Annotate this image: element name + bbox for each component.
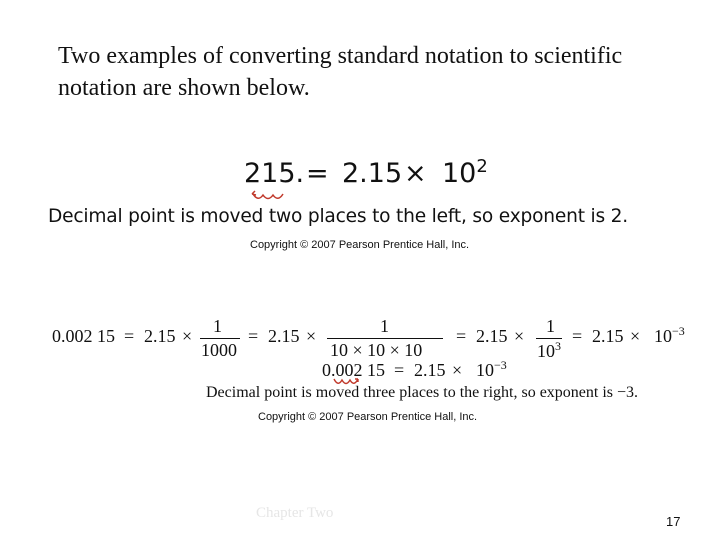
example2-base: 10 (654, 326, 672, 346)
example1-equals: = (306, 158, 329, 189)
example2-equals-1: = (124, 326, 135, 346)
example2-caption: Decimal point is moved three places to the right, so exponent is −3. (206, 384, 639, 401)
example1-copyright: Copyright © 2007 Pearson Prentice Hall, Inc. (250, 239, 470, 251)
example2-coefficient-2: 2.15 (268, 326, 300, 346)
example2-times-4: × (630, 326, 641, 346)
example1-coefficient: 2.15 (342, 158, 403, 189)
frac1-denominator: 1000 (201, 340, 237, 360)
example1-power (442, 158, 488, 189)
frac2-bar (327, 338, 443, 339)
frac1-numerator: 1 (213, 316, 222, 336)
frac3-numerator: 1 (546, 316, 555, 336)
example2-times-3: × (514, 326, 525, 346)
example2-line2-standard: 0.002 15 (322, 360, 385, 380)
example2-line2-power (476, 360, 507, 380)
example2-times-1: × (182, 326, 193, 346)
example1-base: 10 (442, 158, 477, 189)
example2-line2-equals: = (394, 360, 405, 380)
slide-title: Two examples of converting standard notation to scientific notation are shown below. (58, 43, 623, 101)
example1-times: × (404, 158, 427, 189)
frac3-den-base: 10 (537, 341, 555, 361)
example2-equals-3: = (456, 326, 467, 346)
example2-line2-coefficient: 2.15 (414, 360, 446, 380)
example2-power (654, 326, 685, 346)
frac3-denominator (537, 341, 561, 361)
example2-exponent: −3 (672, 324, 685, 338)
example2-coefficient-4: 2.15 (592, 326, 624, 346)
frac3-den-exponent: 3 (555, 339, 561, 353)
frac1-bar (200, 338, 240, 339)
example1-standard: 215. (244, 158, 305, 189)
example2-times-2: × (306, 326, 317, 346)
example2-standard: 0.002 15 (52, 326, 115, 346)
frac2-numerator: 1 (380, 316, 389, 336)
example2-line2-exponent: −3 (494, 358, 507, 372)
example1-exponent: 2 (476, 156, 488, 177)
footer-chapter: Chapter Two (256, 505, 334, 521)
example2-equals-4: = (572, 326, 583, 346)
example2-line2-times: × (452, 360, 463, 380)
slide-number: 17 (666, 514, 681, 529)
example2-coefficient-3: 2.15 (476, 326, 508, 346)
example2-coefficient-1: 2.15 (144, 326, 176, 346)
example2-line2-base: 10 (476, 360, 494, 380)
frac2-denominator: 10 × 10 × 10 (330, 340, 423, 360)
example2-copyright: Copyright © 2007 Pearson Prentice Hall, Inc. (258, 411, 478, 423)
decimal-move-arrow-1 (250, 188, 290, 202)
example1-caption: Decimal point is moved two places to the left, so exponent is 2. (48, 206, 628, 227)
example2-equals-2: = (248, 326, 259, 346)
